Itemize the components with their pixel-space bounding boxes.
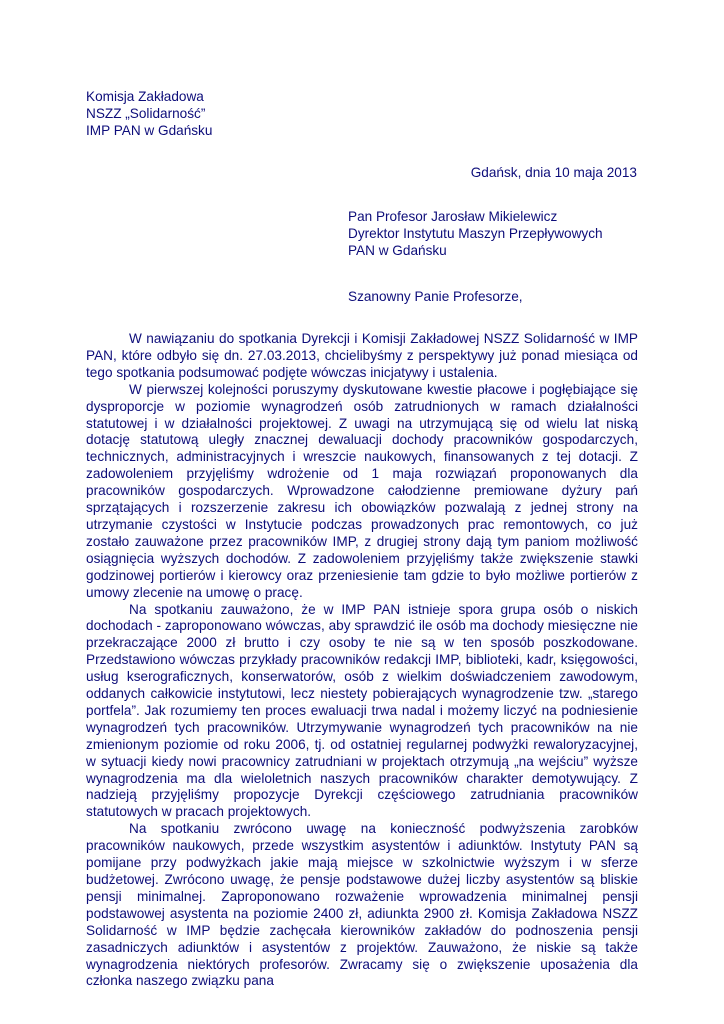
recipient-line-institution: PAN w Gdańsku: [348, 243, 447, 258]
recipient-line-title: Dyrektor Instytutu Maszyn Przepływowych: [348, 226, 603, 241]
sender-line-institute: IMP PAN w Gdańsku: [86, 123, 213, 138]
letter-date: Gdańsk, dnia 10 maja 2013: [470, 165, 637, 180]
recipient-line-name: Pan Profesor Jarosław Mikielewicz: [348, 209, 558, 224]
sender-block: [86, 88, 386, 139]
sender-line-union: NSZZ „Solidarność”: [86, 106, 206, 121]
salutation: Szanowny Panie Profesorze,: [348, 289, 523, 304]
sender-line-organization: Komisja Zakładowa: [86, 89, 204, 104]
body-paragraph: W pierwszej kolejności poruszymy dyskutowane kwestie płacowe i pogłębiające się dysproporcje w poziomie wynagrodzeń osób zatrudnionych w ramach działalności statutowej i w działalności projektowej. Z uwagi na utrzymującą się od wielu lat niską dotację statutową uległy znacznej dewaluacji dochody pracowników gospodarczych, technicznych, administracyjnych i wreszcie naukowych, finansowanych z tej dotacji. Z zadowoleniem przyjęliśmy wdrożenie od 1 maja rozwiązań proponowanych dla pracowników gospodarczych. Wprowadzone całodzienne premiowane dyżury pań sprzątających i rozszerzenie zakresu ich obowiązków pozwalają z jednej strony na utrzymanie czystości w Instytucie podczas prowadzonych prac remontowych, co już zostało zauważone przez pracowników IMP, z drugiej strony dają tym paniom możliwość osiągnięcia wyższych dochodów. Z zadowoleniem przyjęliśmy także zwiększenie stawki godzinowej portierów i kierowcy oraz przeniesienie tam gdzie to było możliwe portierów z umowy zlecenie na umowę o pracę.: [86, 381, 638, 600]
body-paragraph: Na spotkaniu zauważono, że w IMP PAN istnieje spora grupa osób o niskich dochodach - zaproponowano wówczas, aby sprawdzić ile osób ma dochody miesięczne nie przekraczające 2000 zł brutto i czy osoby te nie są w ten sposób poszkodowane. Przedstawiono wówczas przykłady pracowników redakcji IMP, biblioteki, kadr, księgowości, usług kserograficznych, konserwatorów, osób z wielkim doświadczeniem zawodowym, oddanych całkowicie instytutowi, lecz niestety pobierających wynagrodzenie tzw. „starego portfela”. Jak rozumiemy ten proces ewaluacji trwa nadal i możemy liczyć na podniesienie wynagrodzeń tych pracowników. Utrzymywanie wynagrodzeń tych pracowników na nie zmienionym poziomie od roku 2006, tj. od ostatniej regularnej podwyżki rewaloryzacyjnej, w sytuacji kiedy nowi pracownicy zatrudniani w projektach otrzymują „na wejściu” wyższe wynagrodzenia ma dla wieloletnich naszych pracowników charakter demotywujący. Z nadzieją przyjęliśmy propozycje Dyrekcji częściowego zatrudniania pracowników statutowych w pracach projektowych.: [86, 601, 638, 820]
recipient-block: [348, 208, 648, 259]
body-paragraph: W nawiązaniu do spotkania Dyrekcji i Komisji Zakładowej NSZZ Solidarność w IMP PAN, które odbyło się dn. 27.03.2013, chcielibyśmy z perspektywy już ponad miesiąca od tego spotkania podsumować podjęte wówczas inicjatywy i ustalenia.: [86, 331, 638, 380]
body-paragraph: Na spotkaniu zwrócono uwagę na konieczność podwyższenia zarobków pracowników naukowych, przede wszystkim asystentów i adiunktów. Instytuty PAN są pomijane przy podwyżkach jakie mają miejsce w szkolnictwie wyższym i w sferze budżetowej. Zwrócono uwagę, że pensje podstawowe dużej liczby asystentów są bliskie pensji minimalnej. Zaproponowano rozważenie wprowadzenia minimalnej pensji podstawowej asystenta na poziomie 2400 zł, adiunkta 2900 zł. Komisja Zakładowa NSZZ Solidarność w IMP będzie zachęcała kierowników zakładów do podnoszenia pensji zasadniczych adiunktów i asystentów z projektów. Zauważono, że niskie są także wynagrodzenia niektórych profesorów. Zwracamy się o zwiększenie uposażenia dla członka naszego związku pana: [86, 821, 638, 989]
letter-body: [86, 331, 638, 990]
